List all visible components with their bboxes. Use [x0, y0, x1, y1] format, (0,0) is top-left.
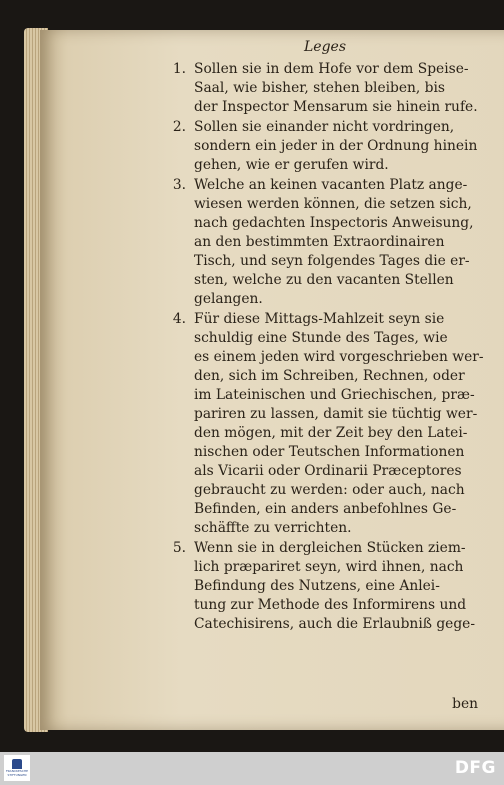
- rule-text-line: gehen, wie er gerufen wird.: [194, 157, 389, 173]
- rule-text-line: nischen oder Teutschen Informationen: [194, 444, 465, 460]
- rule-number: 4.: [172, 311, 186, 327]
- rule-text-line: Für diese Mittags-Mahlzeit seyn sie: [194, 311, 445, 327]
- rule-text-line: Tisch, und seyn folgendes Tages die er-: [194, 253, 470, 269]
- rule-text-line: der Inspector Mensarum sie hinein rufe.: [194, 99, 478, 115]
- rule-text-line: lich præpariret seyn, wird ihnen, nach: [194, 559, 464, 575]
- rule-item: [160, 60, 490, 117]
- rule-text-line: wiesen werden können, die setzen sich,: [194, 196, 472, 212]
- rule-text-line: den, sich im Schreiben, Rechnen, oder: [194, 368, 465, 384]
- page-text: [160, 38, 490, 635]
- rule-text-line: es einem jeden wird vorgeschrieben wer-: [194, 349, 484, 365]
- rules-list: [160, 60, 490, 634]
- rule-text-line: Saal, wie bisher, stehen bleiben, bis: [194, 80, 445, 96]
- rule-text-line: Sollen sie einander nicht vordringen,: [194, 119, 455, 135]
- rule-text-line: den mögen, mit der Zeit bey den Latei-: [194, 425, 468, 441]
- rule-text-line: nach gedachten Inspectoris Anweisung,: [194, 215, 474, 231]
- rule-text-line: sondern ein jeder in der Ordnung hinein: [194, 138, 478, 154]
- rule-item: [160, 310, 490, 538]
- rule-text-line: schäffte zu verrichten.: [194, 520, 352, 536]
- rule-number: 1.: [172, 61, 186, 77]
- rule-text-line: Wenn sie in dergleichen Stücken ziem-: [194, 540, 466, 556]
- building-icon: [12, 759, 22, 769]
- rule-text-line: sten, welche zu den vacanten Stellen: [194, 272, 454, 288]
- rule-text-line: gelangen.: [194, 291, 263, 307]
- rule-text-line: gebraucht zu werden: oder auch, nach: [194, 482, 465, 498]
- rule-text-line: tung zur Methode des Informirens und: [194, 597, 467, 613]
- rule-number: 5.: [172, 540, 186, 556]
- franckesche-stiftungen-logo[interactable]: [4, 755, 30, 781]
- rule-item: [160, 539, 490, 634]
- rule-number: 2.: [172, 119, 186, 135]
- rule-text-line: schuldig eine Stunde des Tages, wie: [194, 330, 448, 346]
- rule-text-line: Sollen sie in dem Hofe vor dem Speise-: [194, 61, 469, 77]
- rule-text-line: als Vicarii oder Ordinarii Præceptores: [194, 463, 462, 479]
- rule-item: [160, 176, 490, 309]
- rule-text-line: an den bestimmten Extraordinairen: [194, 234, 445, 250]
- rule-text-line: pariren zu lassen, damit sie tüchtig wer-: [194, 406, 478, 422]
- page-heading: Leges: [303, 39, 346, 55]
- rule-number: 3.: [172, 177, 186, 193]
- rule-text-line: Welche an keinen vacanten Platz ange-: [194, 177, 468, 193]
- catchword: ben: [452, 696, 478, 712]
- rule-item: [160, 118, 490, 175]
- footer-bar: [0, 752, 504, 785]
- logo-text: FRANCKESCHE STIFTUNGEN: [5, 769, 29, 777]
- rule-text-line: Befindung des Nutzens, eine Anlei-: [194, 578, 440, 594]
- rule-text-line: im Lateinischen und Griechischen, præ-: [194, 387, 475, 403]
- rule-text-line: Befinden, ein anders anbefohlnes Ge-: [194, 501, 457, 517]
- dfg-logo[interactable]: DFG: [454, 758, 496, 778]
- rule-text-line: Catechisirens, auch die Erlaubniß gege-: [194, 616, 475, 632]
